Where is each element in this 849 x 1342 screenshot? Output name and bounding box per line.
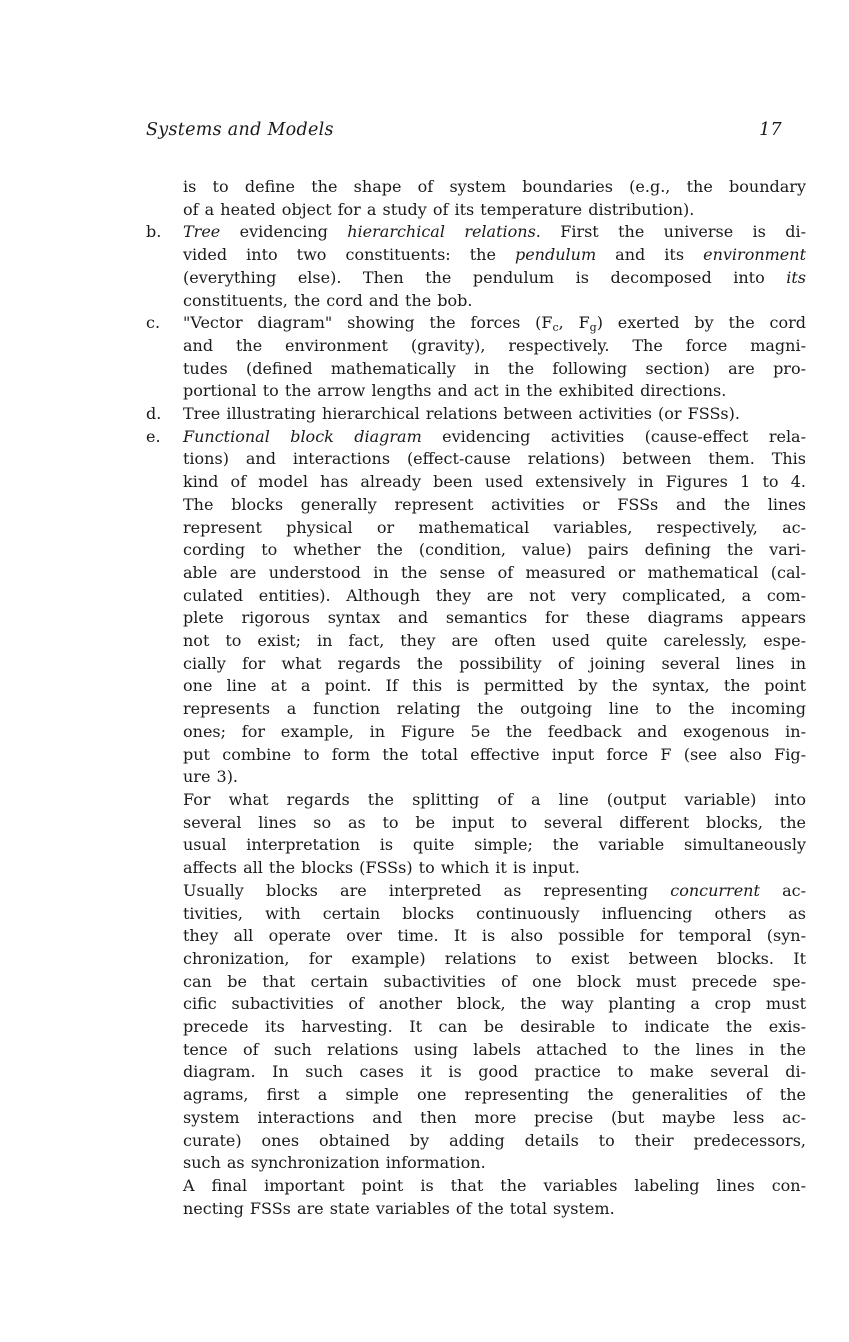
text-run: evidencing activities (cause-effect rela- [421,426,807,446]
text-line: kind of model has already been used extensively in Figures 1 to 4. [183,472,806,492]
list-item-c [146,312,806,403]
italic-term: hierarchical relations [347,222,536,242]
text-line [183,426,806,449]
text-line: cording to whether the (condition, value) pairs defining the vari- [183,540,806,560]
italic-term: pendulum [514,245,597,265]
text-line: A final important point is that the variables labeling lines con- [183,1175,806,1195]
text-line: such as synchronization information. [183,1153,486,1173]
body-text [146,176,806,1220]
subscript: g [589,321,597,335]
text-line: diagram. In such cases it is good practice to make several di- [183,1062,806,1082]
text-line: several lines so as to be input to several different blocks, the [183,812,806,832]
text-line: The blocks generally represent activities or FSSs and the lines [183,494,806,514]
text-line: represent physical or mathematical variables, respectively, ac- [183,517,806,537]
list-item-b [146,221,806,312]
italic-term: Functional block diagram [183,426,422,446]
text-line: agrams, first a simple one representing the generalities of the [183,1085,806,1105]
text-line: curate) ones obtained by adding details to their predecessors, [183,1130,806,1150]
text-line: tivities, with certain blocks continuously influencing others as [183,903,806,923]
text-line: one line at a point. If this is permitted by the syntax, the point [183,676,806,696]
text-run: "Vector diagram" showing the forces (F [183,313,553,333]
text-line: constituents, the cord and the bob. [183,290,473,310]
text-line [183,244,806,267]
text-line: Tree illustrating hierarchical relations between activities (or FSSs). [183,404,740,424]
italic-term: concurrent [670,880,760,900]
text-line: can be that certain subactivities of one block must precede spe- [183,971,806,991]
text-line: precede its harvesting. It can be desirable to indicate the exis- [183,1017,806,1037]
text-line: is to define the shape of system boundaries (e.g., the boundary [183,177,806,196]
text-line: able are understood in the sense of measured or mathematical (cal- [183,562,806,582]
list-marker-b: b. [146,222,162,242]
text-line: cific subactivities of another block, the way planting a crop must [183,994,806,1014]
text-line: they all operate over time. It is also possible for temporal (syn- [183,926,806,946]
text-line: not to exist; in fact, they are often used quite carelessly, espe- [183,631,806,651]
text-line: represents a function relating the outgoing line to the incoming [183,699,806,719]
list-marker-c: c. [146,313,161,333]
text-line [183,880,806,903]
text-line [183,221,806,244]
text-line: ure 3). [183,767,239,787]
text-line: system interactions and then more precise (but maybe less ac- [183,1107,806,1127]
text-run: ac- [759,880,806,900]
text-line: tions) and interactions (effect-cause relations) between them. This [183,449,806,469]
text-run: , F [558,313,590,333]
text-run: . First the universe is di- [535,222,806,242]
text-line: ones; for example, in Figure 5e the feedback and exogenous in- [183,721,806,741]
text-line: tence of such relations using labels attached to the lines in the [183,1039,806,1059]
text-line: plete rigorous syntax and semantics for these diagrams appears [183,608,806,628]
italic-term: Tree [183,222,221,242]
text-line [183,267,806,290]
text-run: evidencing [220,222,348,242]
text-line: For what regards the splitting of a line (output variable) into [183,789,806,809]
text-run: vided into two constituents: the [183,245,515,265]
text-run: and its [596,245,704,265]
text-line: tudes (defined mathematically in the following section) are pro- [183,358,806,378]
text-line: of a heated object for a study of its temperature distribution). [183,199,695,219]
italic-term: its [786,267,806,287]
running-head-title: Systems and Models [146,120,334,140]
page-number: 17 [759,120,782,140]
list-marker-d: d. [146,404,162,424]
text-line: necting FSSs are state variables of the total system. [183,1198,615,1218]
text-line: cially for what regards the possibility of joining several lines in [183,653,806,673]
text-line [183,312,806,335]
text-line: portional to the arrow lengths and act in the exhibited directions. [183,381,727,401]
text-line: culated entities). Although they are not very complicated, a com- [183,585,806,605]
text-line: put combine to form the total effective input force F (see also Fig- [183,744,806,764]
list-marker-e: e. [146,426,161,446]
text-line: usual interpretation is quite simple; the variable simultaneously [183,835,806,855]
text-run: (everything else). Then the pendulum is decomposed into [183,267,787,287]
text-line: chronization, for example) relations to exist between blocks. It [183,948,806,968]
text-run: ) exerted by the cord [596,313,806,333]
subscript: c [552,321,559,335]
text-line: and the environment (gravity), respectively. The force magni- [183,335,806,355]
list-item-d [146,403,806,426]
list-item-e [146,426,806,1221]
italic-term: environment [703,245,806,265]
text-run: Usually blocks are interpreted as representing [183,880,671,900]
running-head [146,120,782,144]
list-item-a-continued [146,176,806,221]
text-line: affects all the blocks (FSSs) to which it is input. [183,858,580,878]
